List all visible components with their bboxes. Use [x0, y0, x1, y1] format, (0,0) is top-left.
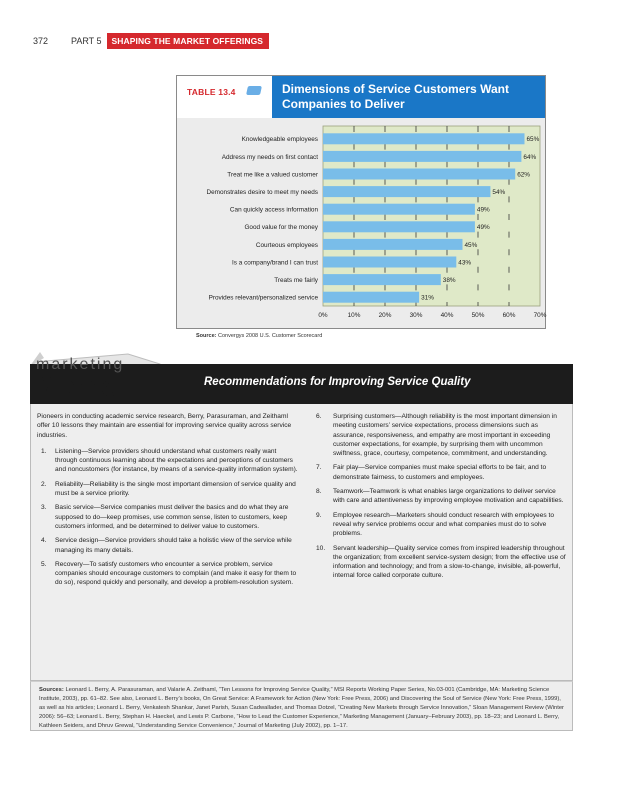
category-label: Address my needs on first contact [221, 153, 318, 161]
part-label: PART 5 [71, 36, 102, 46]
table-source-label: Source: [196, 333, 217, 339]
memo-left-column [37, 412, 299, 593]
item-number: 10. [316, 544, 326, 552]
item-number: 1. [41, 447, 47, 455]
bar [323, 274, 441, 285]
table-source-text: Convergys 2008 U.S. Customer Scorecard [218, 333, 323, 339]
item-number: 8. [316, 488, 322, 496]
bar [323, 151, 521, 162]
memo-tab-word2: Memo [34, 370, 119, 403]
x-tick-label: 20% [378, 312, 392, 319]
table-label: TABLE 13.4 [187, 87, 236, 97]
value-label: 38% [442, 277, 456, 284]
x-tick-label: 0% [318, 312, 328, 319]
memo-sources-label: Sources: [39, 687, 64, 693]
item-text: Service design—Service providers should take a holistic view of the service while managing its many details. [55, 537, 292, 554]
category-label: Treat me like a valued customer [227, 171, 318, 179]
memo-list-item [316, 487, 569, 506]
memo-sources [30, 681, 573, 731]
item-number: 7. [316, 464, 322, 472]
running-header [33, 33, 269, 49]
item-text: Basic service—Service companies must deliver the basics and do what they are supposed to do—keep promises, use common sense, listen to customers, keep customers informed, and be determined to deliver value to customers. [55, 504, 289, 530]
section-tag: SHAPING THE MARKET OFFERINGS [107, 33, 270, 49]
memo-list-item [37, 503, 299, 531]
memo-list-item [316, 511, 569, 539]
x-tick-label: 60% [502, 312, 516, 319]
memo-list-item [37, 536, 299, 555]
value-label: 43% [458, 259, 472, 267]
chart-svg [177, 122, 545, 328]
memo-list-item [37, 480, 299, 499]
value-label: 64% [523, 153, 537, 161]
item-text: Employee research—Marketers should conduct research with employees to reveal why service problems occur and what companies must do to solve problems. [333, 511, 554, 538]
memo-list-item [316, 544, 569, 581]
value-label: 49% [476, 224, 490, 232]
category-label: Is a company/brand I can trust [232, 259, 318, 267]
memo-list-item [37, 560, 299, 588]
bar [323, 257, 456, 268]
value-label: 54% [492, 189, 506, 196]
category-label: Provides relevant/personalized service [208, 294, 318, 302]
bar [323, 204, 475, 215]
item-text: Listening—Service providers should understand what customers really want through continuous learning about the expectations and perceptions of customers and noncustomers (for instance, by means of a service-quality information system). [55, 447, 298, 474]
item-text: Surprising customers—Although reliability is the most important dimension in meeting customers’ service expectations, process dimensions such as assurance, responsiveness, and empathy are most important in exceeding customer expectations, for example, by surprising them with uncommon swiftness, grace, courtesy, competence, commitment, and understanding. [333, 413, 557, 458]
memo-list-item [316, 463, 569, 482]
memo-intro: Pioneers in conducting academic service research, Berry, Parasuraman, and Zeithaml offer 10 lessons they maintain are essential for improving service quality across service industries. [37, 413, 292, 439]
item-number: 5. [41, 560, 47, 568]
memo-list-item [316, 412, 569, 458]
memo-list-left [37, 447, 299, 588]
item-number: 2. [41, 480, 47, 488]
item-text: Recovery—To satisfy customers who encounter a service problem, service companies should encourage customers to complain (and make it easy for them to do so), respond quickly and personally, and develop a problem-resolution system. [55, 560, 297, 587]
bar [323, 169, 515, 180]
category-label: Courteous employees [255, 241, 318, 249]
table-title: Dimensions of Service Customers Want Companies to Deliver [282, 82, 509, 111]
item-number: 9. [316, 511, 322, 519]
item-number: 3. [41, 504, 47, 512]
value-label: 31% [421, 294, 434, 302]
x-tick-label: 30% [409, 312, 423, 319]
bar [323, 292, 419, 303]
value-label: 45% [464, 241, 478, 249]
page-number: 372 [33, 36, 49, 46]
value-label: 49% [476, 206, 490, 214]
value-label: 65% [526, 136, 540, 144]
value-label: 62% [517, 171, 530, 179]
category-label: Treats me fairly [274, 277, 318, 284]
item-number: 6. [316, 413, 322, 420]
table-source [196, 333, 322, 339]
item-text: Fair play—Service companies must make special efforts to be fair, and to demonstrate fairness, to customers and employees. [333, 464, 547, 481]
memo-title: Recommendations for Improving Service Quality [204, 376, 471, 388]
memo-right-column [316, 412, 569, 586]
memo-tab-word1: marketing [36, 356, 125, 373]
category-label: Demonstrates desire to meet my needs [206, 189, 318, 196]
item-text: Teamwork—Teamwork is what enables large organizations to deliver service with care and attentiveness by improving employee motivation and capabilities. [333, 488, 564, 505]
bar [323, 133, 525, 144]
bar [323, 239, 463, 250]
table-marker-icon [246, 86, 262, 95]
x-tick-label: 10% [347, 312, 361, 319]
item-text: Servant leadership—Quality service comes from inspired leadership throughout the organization; from excellent service-system design; from the effective use of information and technology; and from a slow-to-change, invisible, all-powerful, internal force called corporate culture. [333, 544, 566, 580]
x-tick-label: 70% [533, 312, 547, 319]
bar [323, 221, 475, 232]
table-title-box [272, 76, 545, 118]
memo-sources-text: Leonard L. Berry, A. Parasuraman, and Valarie A. Zeithaml, “Ten Lessons for Improving Service Quality,” MSI Reports Working Paper Series, No.03-001 (Cambridge, MA: Marketing Science Institute, 2003), pp. 61–82. See also, Leonard L. Berry’s books, On Great Service: A Framework for Action (New York: Free Press, 2006) and Discovering the Soul of Service (New York: Free Press, 1999), as well as his articles; Leonard L. Berry, Venkatesh Shankar, Janet Parish, Susan Cadwallader, and Thomas Dotzel, “Creating New Markets through Service Innovation,” Sloan Management Review (Winter 2006): 56–63; Leonard L. Berry, Stephan H. Haeckel, and Lewis P. Carbone, “How to Lead the Customer Experience,” Marketing Management (January–February 2003), pp. 18–23; and Leonard L. Berry, Kathleen Seiders, and Dhruv Grewal, “Understanding Service Convenience,” Journal of Marketing (July 2002), pp. 1–17. [39, 687, 564, 729]
bar [323, 186, 490, 197]
category-label: Good value for the money [244, 224, 318, 232]
item-number: 4. [41, 537, 47, 545]
table-header [177, 76, 545, 118]
category-label: Knowledgeable employees [241, 136, 318, 144]
memo-body [30, 404, 573, 681]
x-tick-label: 50% [471, 312, 485, 319]
category-label: Can quickly access information [229, 206, 318, 214]
memo-list-right [316, 412, 569, 581]
table-13-4 [176, 75, 546, 329]
memo-list-item [37, 447, 299, 475]
x-tick-label: 40% [440, 312, 454, 319]
item-text: Reliability—Reliability is the single most important dimension of service quality and must be a service priority. [55, 480, 296, 498]
bar-chart [177, 122, 545, 328]
